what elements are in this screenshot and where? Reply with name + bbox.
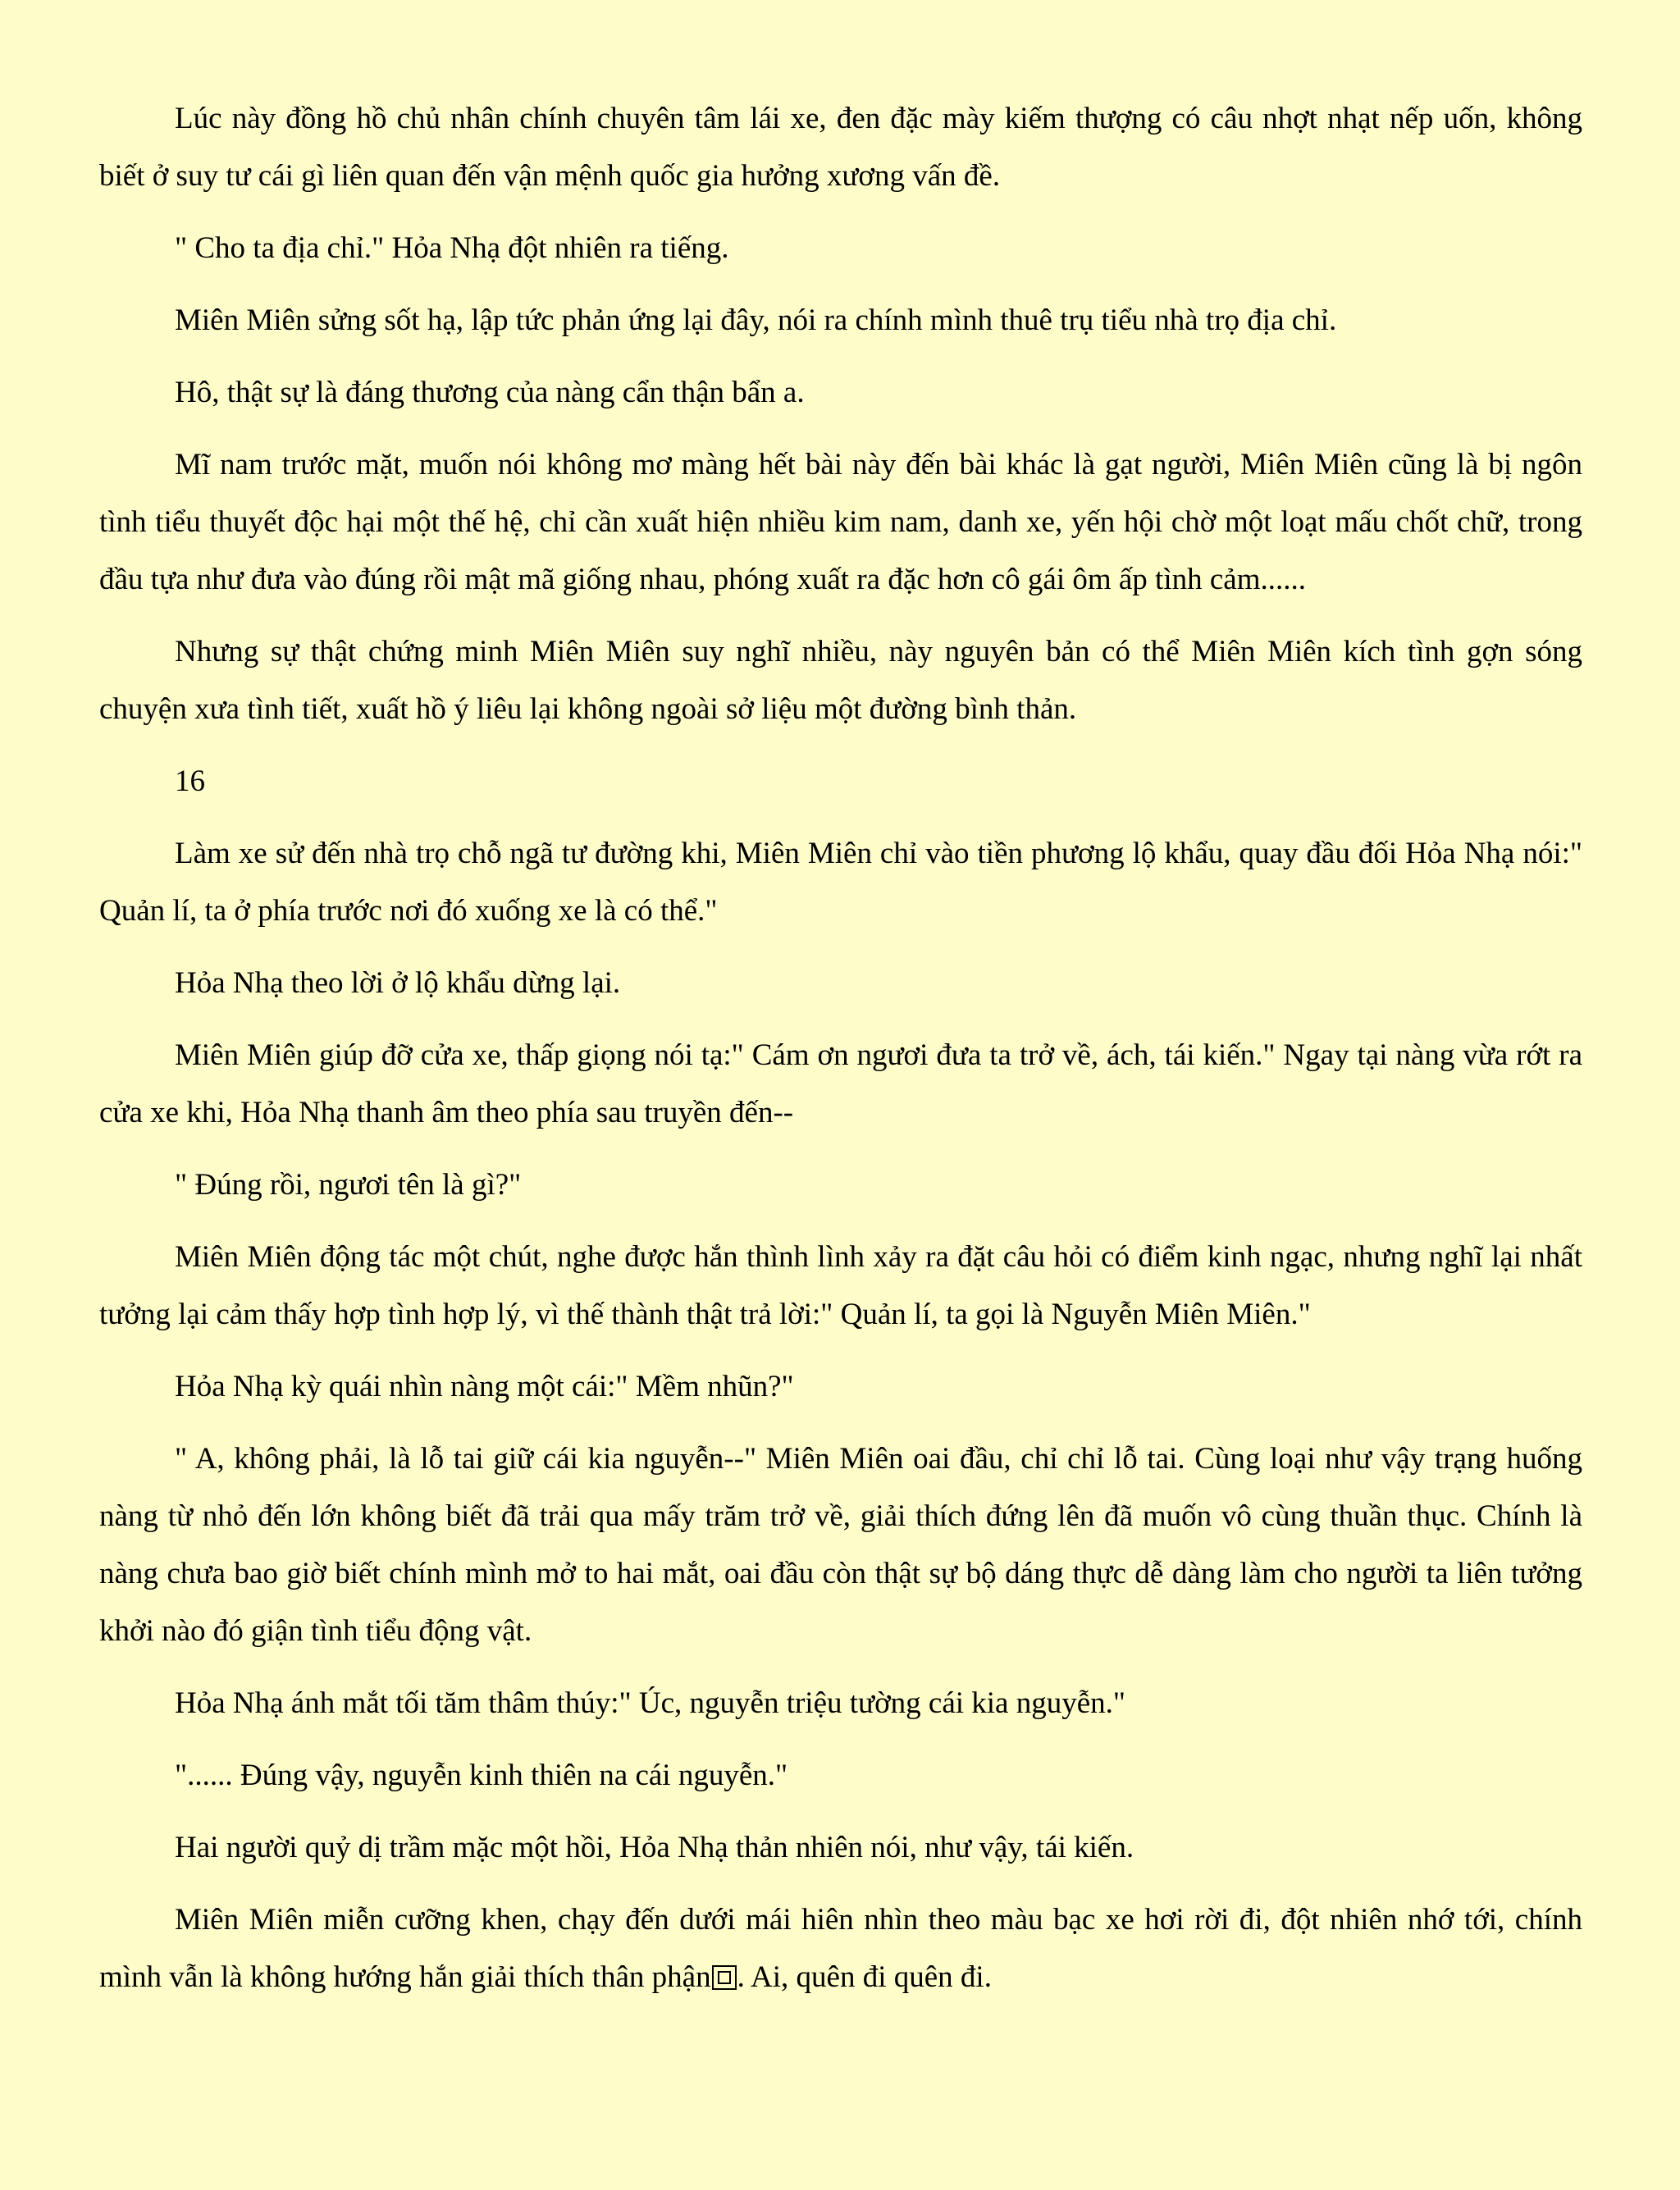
paragraph-17-text: Miên Miên miễn cưỡng khen, chạy đến dưới mái hiên nhìn theo màu bạc xe hơi rời đi, đột nhiên nhớ tới, chính mình vẫn là không hướng hắn giải thích thân phận — [99, 1903, 1582, 1994]
paragraph-17 — [99, 1891, 1582, 2006]
paragraph-16: Hai người quỷ dị trầm mặc một hồi, Hỏa Nhạ thản nhiên nói, như vậy, tái kiến. — [175, 1831, 1134, 1864]
paragraph-17-tail: . Ai, quên đi quên đi. — [737, 1960, 992, 1994]
paragraph-2: " Cho ta địa chỉ." Hỏa Nhạ đột nhiên ra tiếng. — [175, 231, 729, 265]
paragraph-1: Lúc này đồng hồ chủ nhân chính chuyên tâm lái xe, đen đặc mày kiếm thượng có câu nhợt nhạt nếp uốn, không biết ở suy tư cái gì liên quan đến vận mệnh quốc gia hưởng xương vấn đề. — [99, 102, 1582, 193]
chapter-number: 16 — [175, 764, 205, 798]
paragraph-14: Hỏa Nhạ ánh mắt tối tăm thâm thúy:" Úc, nguyễn triệu tường cái kia nguyễn." — [175, 1686, 1125, 1720]
paragraph-13: " A, không phải, là lỗ tai giữ cái kia nguyễn--" Miên Miên oai đầu, chỉ chỉ lỗ tai. Cùng loại như vậy trạng huống nàng từ nhỏ đến lớn không biết đã trải qua mấy trăm trở về, giải thích đứng lên đã muốn vô cùng thuần thục. Chính là nàng chưa bao giờ biết chính mình mở to hai mắt, oai đầu còn thật sự bộ dáng thực dễ dàng làm cho người ta liên tưởng khởi nào đó giận tình tiểu động vật. — [99, 1442, 1582, 1648]
paragraph-10: " Đúng rồi, ngươi tên là gì?" — [175, 1168, 522, 1202]
paragraph-4: Hô, thật sự là đáng thương của nàng cẩn thận bẩn a. — [175, 376, 805, 409]
paragraph-12: Hỏa Nhạ kỳ quái nhìn nàng một cái:" Mềm nhũn?" — [175, 1370, 794, 1403]
paragraph-9: Miên Miên giúp đỡ cửa xe, thấp giọng nói tạ:" Cám ơn ngươi đưa ta trở về, ách, tái kiến." Ngay tại nàng vừa rớt ra cửa xe khi, Hỏa Nhạ thanh âm theo phía sau truyền đến-- — [99, 1038, 1582, 1129]
paragraph-15: "...... Đúng vậy, nguyễn kinh thiên na cái nguyễn." — [175, 1759, 788, 1792]
missing-glyph-icon — [712, 1965, 737, 1990]
paragraph-7: Làm xe sử đến nhà trọ chỗ ngã tư đường khi, Miên Miên chỉ vào tiền phương lộ khẩu, quay đầu đối Hỏa Nhạ nói:" Quản lí, ta ở phía trước nơi đó xuống xe là có thể." — [99, 837, 1582, 928]
paragraph-3: Miên Miên sửng sốt hạ, lập tức phản ứng lại đây, nói ra chính mình thuê trụ tiểu nhà trọ địa chỉ. — [175, 303, 1337, 337]
document-page — [99, 90, 1582, 2021]
paragraph-8: Hỏa Nhạ theo lời ở lộ khẩu dừng lại. — [175, 966, 621, 1000]
paragraph-11: Miên Miên động tác một chút, nghe được hắn thình lình xảy ra đặt câu hỏi có điểm kinh ngạc, nhưng nghĩ lại nhất tưởng lại cảm thấy hợp tình hợp lý, vì thế thành thật trả lời:" Quản lí, ta gọi là Nguyễn Miên Miên." — [99, 1240, 1582, 1331]
paragraph-6: Nhưng sự thật chứng minh Miên Miên suy nghĩ nhiều, này nguyên bản có thể Miên Miên kích tình gợn sóng chuyện xưa tình tiết, xuất hồ ý liêu lại không ngoài sở liệu một đường bình thản. — [99, 635, 1582, 726]
paragraph-5: Mĩ nam trước mặt, muốn nói không mơ màng hết bài này đến bài khác là gạt người, Miên Miên cũng là bị ngôn tình tiểu thuyết độc hại một thế hệ, chỉ cần xuất hiện nhiều kim nam, danh xe, yến hội chờ một loạt mấu chốt chữ, trong đầu tựa như đưa vào đúng rồi mật mã giống nhau, phóng xuất ra đặc hơn cô gái ôm ấp tình cảm...... — [99, 448, 1582, 596]
